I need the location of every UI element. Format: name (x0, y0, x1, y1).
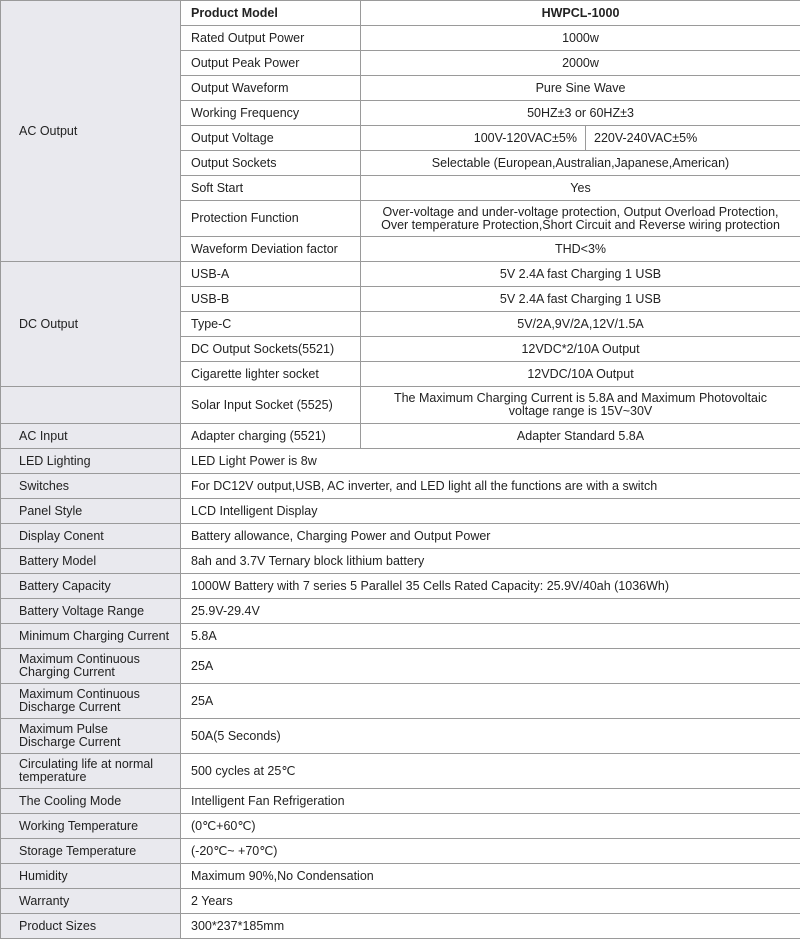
spec-value: Pure Sine Wave (361, 76, 800, 101)
spec-label: Warranty (1, 889, 181, 914)
spec-label-line: Charging Current (19, 665, 115, 679)
table-row (1, 719, 800, 754)
spec-label: Soft Start (181, 176, 361, 201)
spec-label: Switches (1, 474, 181, 499)
table-row (1, 864, 800, 889)
spec-label: Battery Voltage Range (1, 599, 181, 624)
spec-value: 300*237*185mm (181, 914, 800, 939)
spec-label-line: Circulating life at normal (19, 757, 154, 771)
table-row (1, 649, 800, 684)
table-row (1, 1, 800, 26)
spec-label: Battery Capacity (1, 574, 181, 599)
table-row (1, 889, 800, 914)
category-ac-output: AC Output (1, 1, 181, 262)
spec-value: 5V 2.4A fast Charging 1 USB (361, 287, 800, 312)
spec-label: Output Waveform (181, 76, 361, 101)
category-dc-output: DC Output (1, 262, 181, 387)
spec-label: Battery Model (1, 549, 181, 574)
table-row (1, 387, 800, 424)
spec-value: LED Light Power is 8w (181, 449, 800, 474)
spec-value: 25A (181, 649, 800, 684)
table-row (1, 424, 800, 449)
spec-value: 1000W Battery with 7 series 5 Parallel 35 Cells Rated Capacity: 25.9V/40ah (1036Wh) (181, 574, 800, 599)
spec-value: 5V 2.4A fast Charging 1 USB (361, 262, 800, 287)
spec-value: 2000w (361, 51, 800, 76)
spec-value: 1000w (361, 26, 800, 51)
spec-label: Waveform Deviation factor (181, 237, 361, 262)
spec-value-line: The Maximum Charging Current is 5.8A and Maximum Photovoltaic (393, 391, 768, 405)
category-blank (1, 387, 181, 424)
spec-label: Product Sizes (1, 914, 181, 939)
spec-value: 2 Years (181, 889, 800, 914)
table-row (1, 574, 800, 599)
table-row (1, 839, 800, 864)
spec-label: Output Peak Power (181, 51, 361, 76)
table-row (1, 624, 800, 649)
spec-value-line: Over temperature Protection,Short Circuit and Reverse wiring protection (381, 217, 780, 232)
table-row (1, 549, 800, 574)
spec-value-110v: 100V-120VAC±5% (361, 126, 586, 151)
table-row (1, 599, 800, 624)
spec-value: 50HZ±3 or 60HZ±3 (361, 101, 800, 126)
spec-label (1, 719, 181, 754)
spec-value: 8ah and 3.7V Ternary block lithium battery (181, 549, 800, 574)
spec-label: Protection Function (181, 201, 361, 237)
spec-label: Working Temperature (1, 814, 181, 839)
spec-label: Type-C (181, 312, 361, 337)
spec-label: Adapter charging (5521) (181, 424, 361, 449)
spec-label: Rated Output Power (181, 26, 361, 51)
spec-label: Output Sockets (181, 151, 361, 176)
spec-label: Cigarette lighter socket (181, 362, 361, 387)
spec-value (361, 201, 800, 237)
table-row (1, 789, 800, 814)
spec-label: LED Lighting (1, 449, 181, 474)
spec-value: 12VDC*2/10A Output (361, 337, 800, 362)
spec-label: The Cooling Mode (1, 789, 181, 814)
spec-value: Selectable (European,Australian,Japanese,American) (361, 151, 800, 176)
spec-value: For DC12V output,USB, AC inverter, and LED light all the functions are with a switch (181, 474, 800, 499)
spec-label-line: Maximum Continuous (19, 687, 140, 701)
spec-label: Product Model (181, 1, 361, 26)
spec-value: (-20℃~ +70℃) (181, 839, 800, 864)
spec-label: Solar Input Socket (5525) (181, 387, 361, 424)
table-row (1, 814, 800, 839)
category-ac-input: AC Input (1, 424, 181, 449)
spec-label: Display Conent (1, 524, 181, 549)
spec-value: 5V/2A,9V/2A,12V/1.5A (361, 312, 800, 337)
spec-value: 5.8A (181, 624, 800, 649)
spec-label-line: Maximum Continuous (19, 652, 140, 666)
spec-label: Humidity (1, 864, 181, 889)
spec-value: Adapter Standard 5.8A (361, 424, 800, 449)
spec-value: 25.9V-29.4V (181, 599, 800, 624)
spec-label-line: Maximum Pulse (19, 722, 108, 736)
table-row (1, 754, 800, 789)
spec-label: USB-B (181, 287, 361, 312)
spec-label-line: temperature (19, 770, 87, 784)
spec-value-line: Over-voltage and under-voltage protection, Output Overload Protection, (382, 204, 779, 219)
spec-value: THD<3% (361, 237, 800, 262)
spec-value: (0℃+60℃) (181, 814, 800, 839)
spec-value: Yes (361, 176, 800, 201)
spec-value: HWPCL-1000 (361, 1, 800, 26)
spec-label: Working Frequency (181, 101, 361, 126)
spec-value: Intelligent Fan Refrigeration (181, 789, 800, 814)
table-row (1, 474, 800, 499)
spec-value: Battery allowance, Charging Power and Output Power (181, 524, 800, 549)
table-row (1, 524, 800, 549)
spec-label: Storage Temperature (1, 839, 181, 864)
table-row (1, 684, 800, 719)
spec-label: Output Voltage (181, 126, 361, 151)
table-row (1, 262, 800, 287)
spec-value: 50A(5 Seconds) (181, 719, 800, 754)
spec-label (1, 754, 181, 789)
spec-label: Panel Style (1, 499, 181, 524)
spec-label: Minimum Charging Current (1, 624, 181, 649)
spec-value: 25A (181, 684, 800, 719)
spec-label: USB-A (181, 262, 361, 287)
spec-value: 12VDC/10A Output (361, 362, 800, 387)
spec-label (1, 684, 181, 719)
spec-value: 500 cycles at 25℃ (181, 754, 800, 789)
spec-label-line: Discharge Current (19, 735, 121, 749)
spec-value-line: voltage range is 15V~30V (508, 404, 653, 418)
table-row (1, 449, 800, 474)
spec-label (1, 649, 181, 684)
spec-value: Maximum 90%,No Condensation (181, 864, 800, 889)
table-row (1, 499, 800, 524)
table-row (1, 914, 800, 939)
spec-label: DC Output Sockets(5521) (181, 337, 361, 362)
spec-value: LCD Intelligent Display (181, 499, 800, 524)
spec-value-220v: 220V-240VAC±5% (586, 126, 800, 151)
spec-label-line: Discharge Current (19, 700, 121, 714)
spec-value (361, 387, 800, 424)
